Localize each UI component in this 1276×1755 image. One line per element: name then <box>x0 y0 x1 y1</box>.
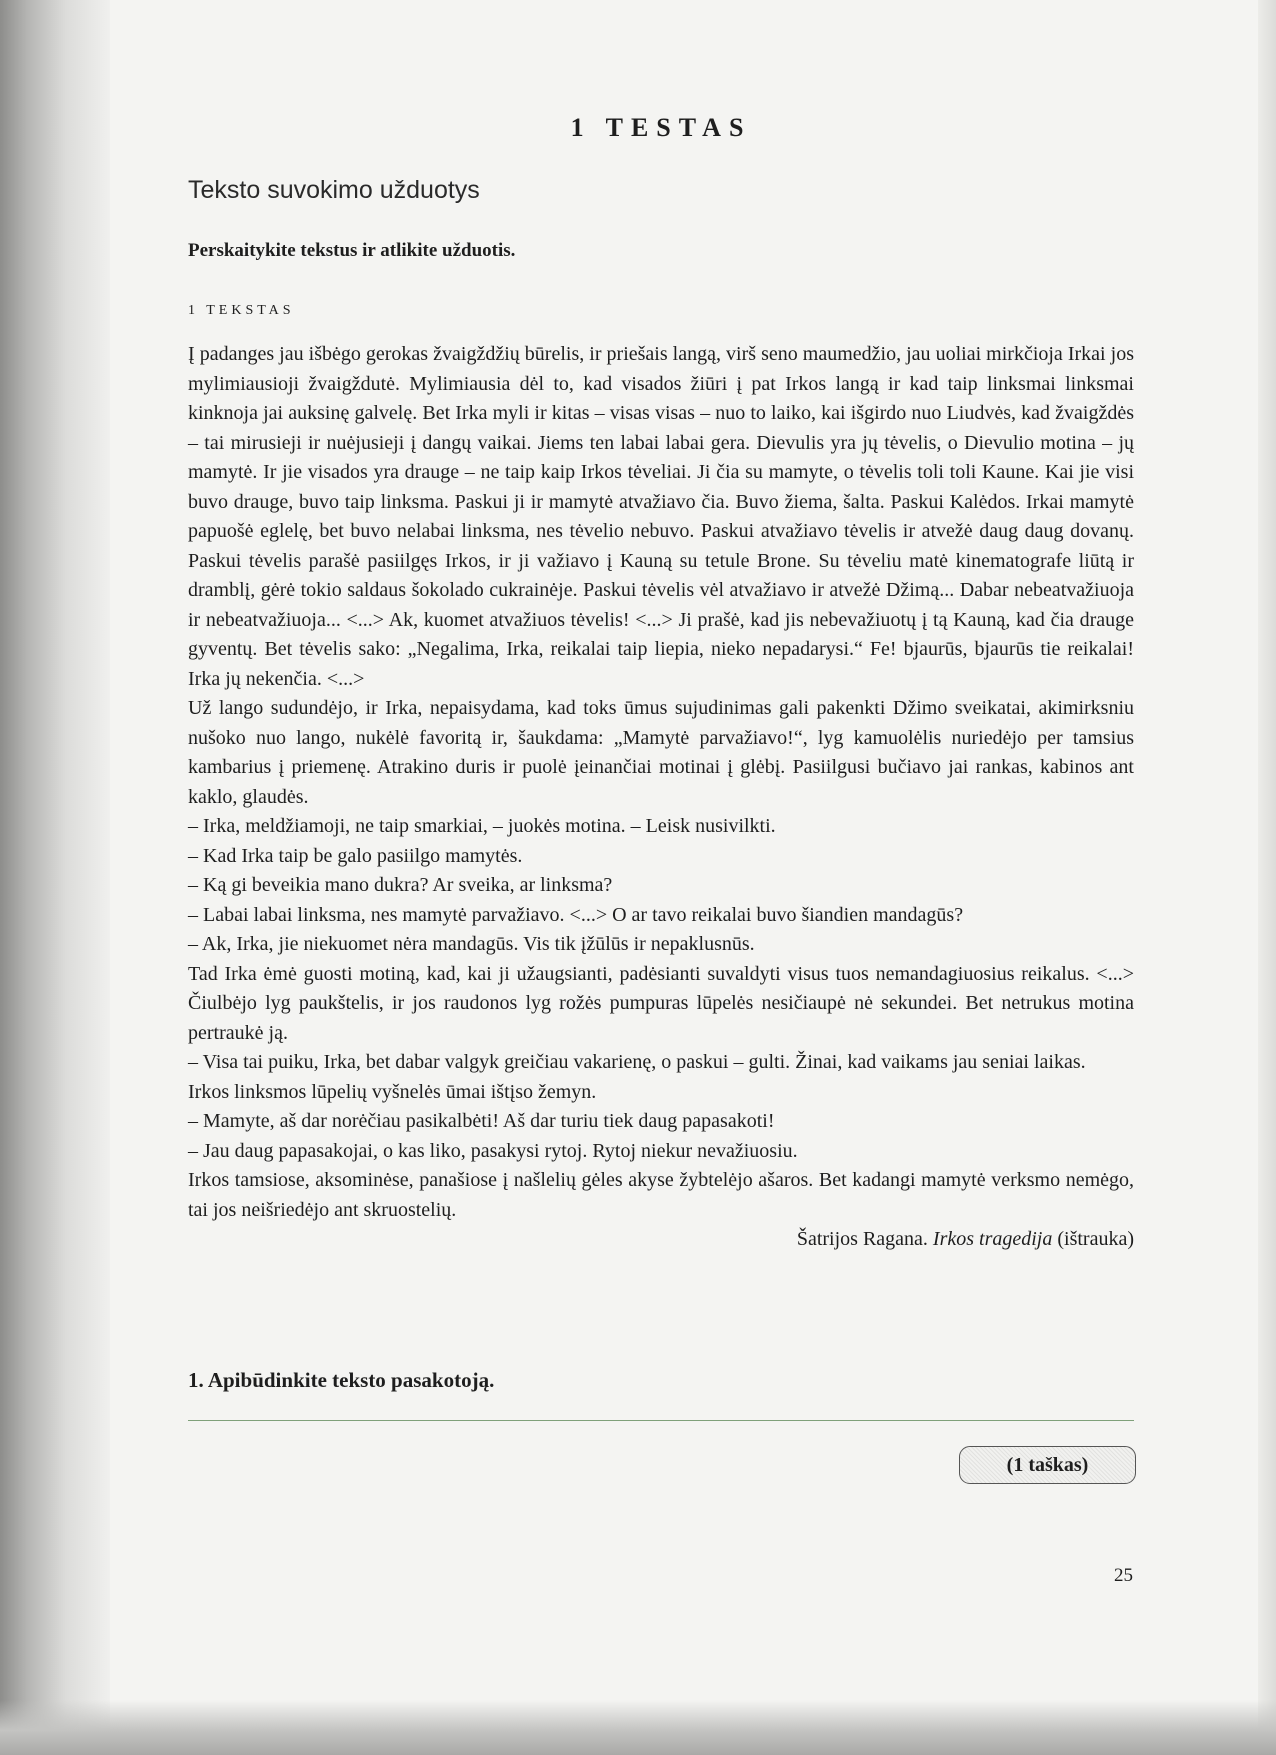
attribution-author: Šatrijos Ragana. <box>796 1228 928 1250</box>
attribution-title: Irkos tragedija <box>932 1228 1053 1250</box>
attribution <box>188 1225 1134 1255</box>
dialogue-line: – Ak, Irka, jie niekuomet nėra mandagūs. Vis tik įžūlūs ir nepaklusnūs. <box>188 933 755 955</box>
dialogue-line: – Mamyte, aš dar norėčiau pasikalbėti! Aš dar turiu tiek daug papasakoti! <box>188 1110 775 1132</box>
paragraph: Į padanges jau išbėgo gerokas žvaigždžių būrelis, ir priešais langą, virš seno maumedžio, jau uoliai mirkčioja Irkai jos mylimiausioji žvaigždutė. Mylimiausia dėl to, kad visados žiūri į pat Irkos langą ir kad taip linksmai linksmai kinknoja jai auksinę galvelę. Bet Irka myli ir kitas – visas visas – nuo to laiko, kai išgirdo nuo Liudvės, kad žvaigždės – tai mirusieji ir nuėjusieji į dangų vaikai. Jiems ten labai labai gera. Dievulis yra jų tėvelis, o Dievulio motina – jų mamytė. Ir jie visados yra drauge – ne taip kaip Irkos tėveliai. Ji čia su mamyte, o tėvelis toli toli Kaune. Kai jie visi buvo drauge, buvo taip linksma. Paskui ji ir mamytė atvažiavo čia. Buvo žiema, šalta. Paskui Kalėdos. Irkai mamytė papuošė eglelę, bet buvo nelabai linksma, nes tėvelio nebuvo. Paskui atvažiavo tėvelis ir atvežė daug daug dovanų. Paskui tėvelis parašė pasiilgęs Irkos, ir ji važiavo į Kauną su tetule Brone. Su tėveliu matė kinematografe liūtą ir dramblį, gėrė tokio saldaus šokolado cukrainėje. Paskui tėvelis vėl atvažiavo ir atvežė Džimą... Dabar nebeatvažiuoja ir nebeatvažiuoja... <...> Ak, kuomet atvažiuos tėvelis! <...> Ji prašė, kad jis nebevažiuotų į tą Kauną, kad čia drauge gyventų. Bet tėvelis sako: „Negalima, Irka, reikalai taip liepia, nieko nepadarysi.“ Fe! bjaurūs, bjaurūs tie reikalai! Irka jų nekenčia. <...> <box>188 343 1134 690</box>
dialogue-line: – Labai labai linksma, nes mamytė parvažiavo. <...> O ar tavo reikalai buvo šiandien mandagūs? <box>188 903 964 926</box>
page-number: 25 <box>1114 1565 1133 1586</box>
paragraph: Už lango sudundėjo, ir Irka, nepaisydama, kad toks ūmus sujudinimas gali pakenkti Džimo sveikatai, akimirksniu nušoko nuo lango, nukėlė favoritą ir, šaukdama: „Mamytė parvažiavo!“, lyg kamuolėlis nuriedėjo per tamsius kambarius į priemenę. Atrakino duris ir puolė įeinančiai motinai į glėbį. Pasiilgusi bučiavo jai rankas, kabinos ant kaklo, glaudės. <box>188 697 1134 808</box>
instruction: Perskaitykite tekstus ir atlikite užduotis. <box>188 240 516 261</box>
dialogue-line: – Kad Irka taip be galo pasiilgo mamytės. <box>188 844 523 867</box>
attribution-note: (ištrauka) <box>1057 1228 1134 1250</box>
page-edge <box>1258 0 1276 1755</box>
dialogue-line: – Jau daug papasakojai, o kas liko, pasakysi rytoj. Rytoj niekur nevažiuosiu. <box>188 1139 798 1162</box>
section-title: Teksto suvokimo užduotys <box>188 176 480 204</box>
paragraph: Irkos tamsiose, aksominėse, panašiose į našlelių gėles akyse žybtelėjo ašaros. Bet kadangi mamytė verksmo nemėgo, tai jos neišriedėjo ant skruostelių. <box>188 1169 1134 1221</box>
dialogue-line: – Irka, meldžiamoji, ne taip smarkiai, – juokės motina. – Leisk nusivilkti. <box>188 815 776 837</box>
dialogue-line: – Visa tai puiku, Irka, bet dabar valgyk greičiau vakarienę, o paskui – gulti. Žinai, kad vaikams jau seniai laikas. <box>188 1051 1086 1073</box>
text-body <box>188 340 1134 1255</box>
test-title: 1 TESTAS <box>570 113 752 142</box>
page-bottom-shadow <box>0 1700 1276 1755</box>
document-page <box>188 0 1134 1755</box>
answer-line[interactable] <box>188 1420 1134 1421</box>
paragraph: Tad Irka ėmė guosti motiną, kad, kai ji užaugsianti, padėsianti suvaldyti visus tuos nemandagiuosius reikalus. <...> Čiulbėjo lyg paukštelis, ir jos raudonos lyg rožės pumpuras lūpelės nesičiaupė nė sekundei. Bet netrukus motina pertraukė ją. <box>188 962 1134 1044</box>
dialogue-line: – Ką gi beveikia mano dukra? Ar sveika, ar linksma? <box>188 874 613 896</box>
paragraph: Irkos linksmos lūpelių vyšnelės ūmai ištįso žemyn. <box>188 1080 597 1103</box>
book-spine-shadow <box>0 0 110 1755</box>
question-1: 1. Apibūdinkite teksto pasakotoją. <box>188 1368 495 1392</box>
text-label: 1 TEKSTAS <box>188 303 295 318</box>
points-badge: (1 taškas) <box>959 1446 1136 1484</box>
